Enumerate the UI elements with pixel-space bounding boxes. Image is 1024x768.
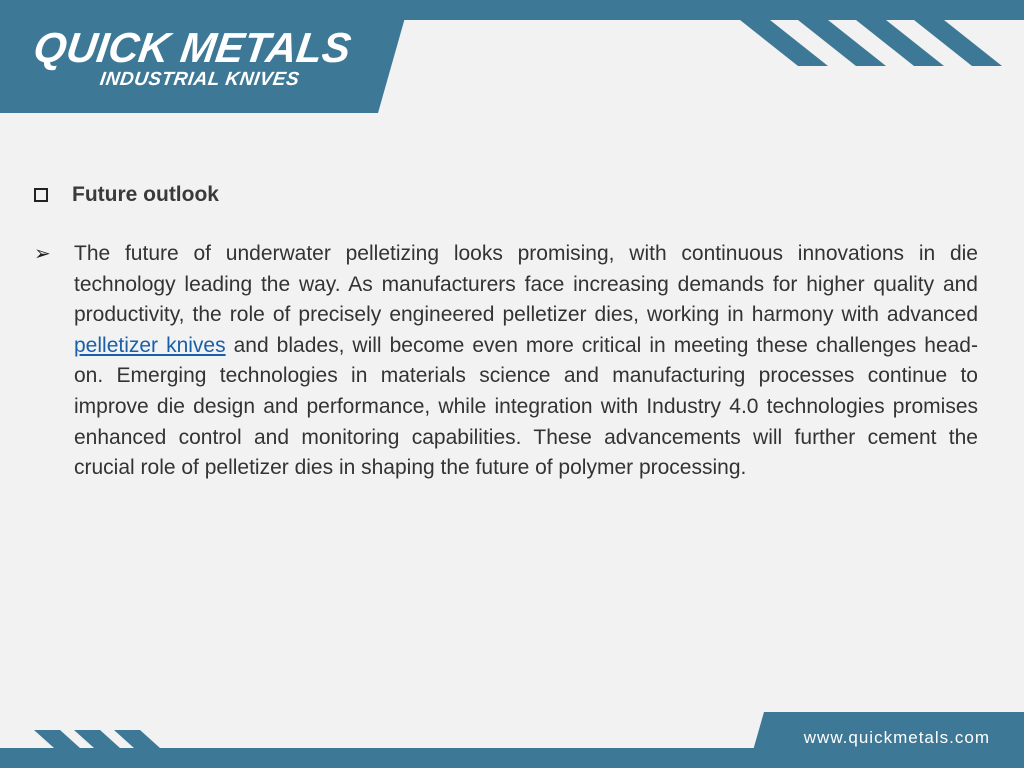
paragraph-text-after-link: and blades, will become even more critical in meeting these challenges head-on. Emerging technologies in materials science and manufacturing processes continue to improve die design and performance, while integration with Industry 4.0 technologies promises enhanced control and monitoring capabilities. These advancements will further cement the crucial role of pelletizer dies in shaping the future of polymer processing.	[74, 333, 978, 480]
checkbox-bullet-icon	[34, 188, 48, 202]
body-paragraph	[74, 239, 978, 484]
slide-content	[34, 183, 978, 484]
section-heading	[34, 183, 978, 207]
arrow-bullet-icon: ➢	[34, 243, 51, 265]
pelletizer-knives-link[interactable]: pelletizer knives	[74, 333, 226, 357]
heading-text: Future outlook	[72, 183, 219, 206]
paragraph-text-before-link: The future of underwater pelletizing looks promising, with continuous innovations in die technology leading the way. As manufacturers face increasing demands for higher quality and productivity, the role of precisely engineered pelletizer dies, working in harmony with advanced	[74, 242, 978, 327]
stripe	[34, 730, 80, 748]
company-logo	[30, 24, 354, 90]
logo-main-text: QUICK METALS	[30, 24, 354, 71]
footer-url: www.quickmetals.com	[803, 728, 990, 747]
bullet-item	[34, 239, 978, 484]
logo-sub-text: INDUSTRIAL KNIVES	[98, 69, 301, 90]
stripe	[74, 730, 120, 748]
stripe	[114, 730, 160, 748]
